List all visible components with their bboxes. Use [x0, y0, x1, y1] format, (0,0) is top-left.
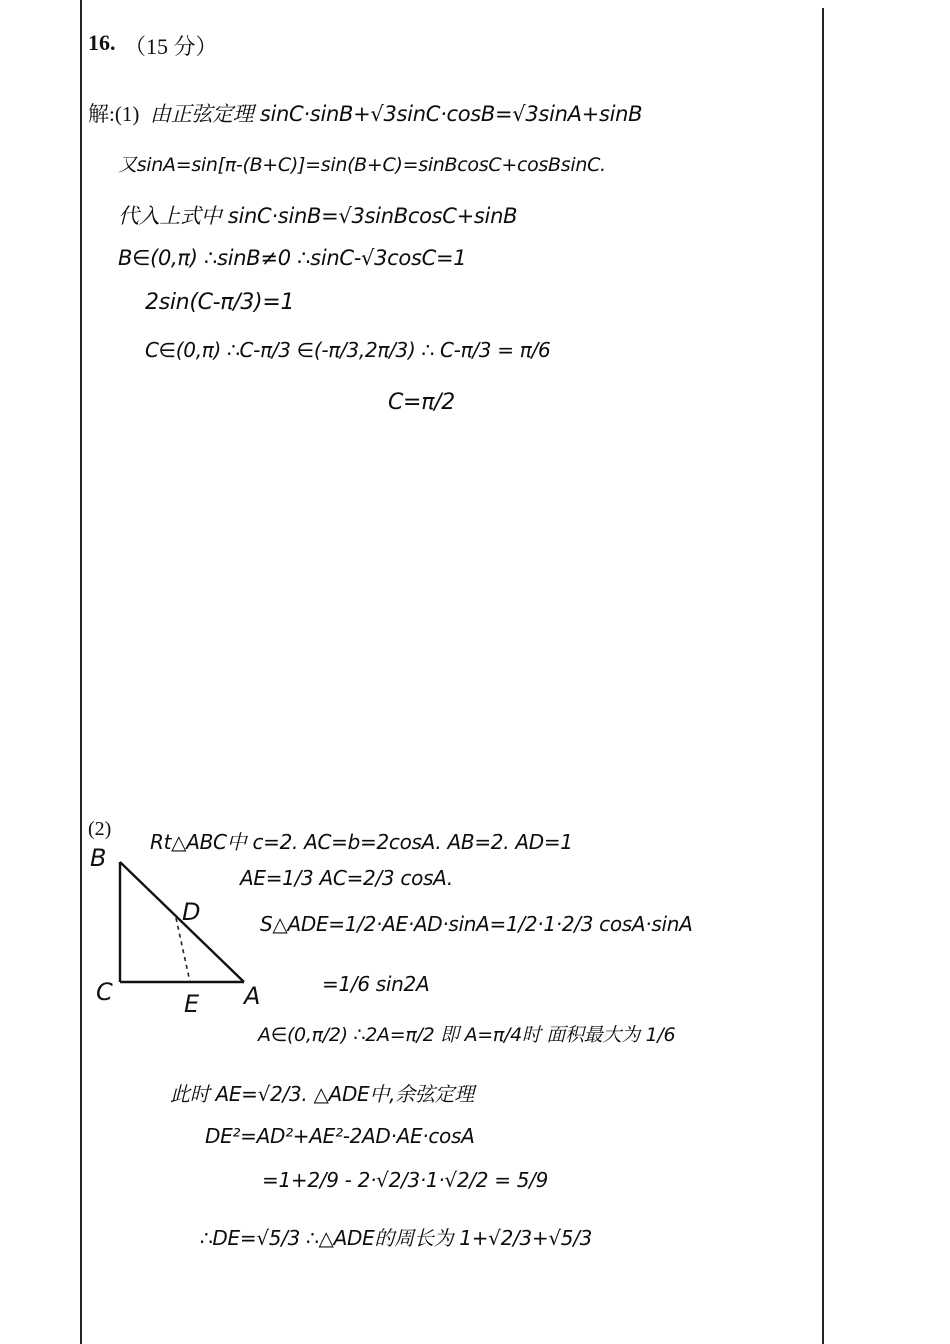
point-label-b: B: [90, 844, 107, 872]
part1-line-7: C=π/2: [388, 390, 455, 415]
question-number: 16.: [88, 30, 116, 55]
part2-label: (2): [88, 818, 112, 840]
part2-line-4: =1/6 sin2A: [322, 972, 430, 996]
triangle-diagram: [84, 840, 264, 1030]
part2-line-3: S△ADE=1/2·AE·AD·sinA=1/2·1·2/3 cosA·sinA: [260, 912, 693, 936]
part1-line-6: C∈(0,π) ∴C-π/3 ∈(-π/3,2π/3) ∴ C-π/3 = π/6: [145, 338, 551, 362]
part1-line-4: B∈(0,π) ∴sinB≠0 ∴sinC-√3cosC=1: [118, 246, 467, 270]
part1-line-1: 由正弦定理 sinC·sinB+√3sinC·cosB=√3sinA+sinB: [150, 102, 643, 126]
part2-line-7: DE²=AD²+AE²-2AD·AE·cosA: [205, 1124, 475, 1148]
part2-line-6: 此时 AE=√2/3. △ADE中,余弦定理: [170, 1082, 474, 1106]
part2-line-2: AE=1/3 AC=2/3 cosA.: [240, 866, 453, 890]
point-label-c: C: [96, 978, 113, 1006]
point-label-d: D: [182, 898, 201, 926]
part1-line-2: 又sinA=sin[π-(B+C)]=sin(B+C)=sinBcosC+cosBsinC.: [118, 154, 606, 176]
part2-line-8: =1+2/9 - 2·√2/3·1·√2/2 = 5/9: [262, 1168, 549, 1192]
part1-line-5: 2sin(C-π/3)=1: [145, 290, 295, 315]
right-margin-rule: [822, 8, 824, 1344]
point-label-e: E: [184, 990, 200, 1018]
part1-line-3: 代入上式中 sinC·sinB=√3sinBcosC+sinB: [118, 204, 518, 228]
part2-line-5: A∈(0,π/2) ∴2A=π/2 即 A=π/4时 面积最大为 1/6: [258, 1024, 676, 1046]
question-score: （15 分）: [124, 34, 218, 59]
part2-line-1: Rt△ABC中 c=2. AC=b=2cosA. AB=2. AD=1: [150, 830, 573, 854]
part1-label: 解:(1): [88, 102, 140, 126]
point-label-a: A: [244, 982, 261, 1010]
part2-line-9: ∴DE=√5/3 ∴△ADE的周长为 1+√2/3+√5/3: [200, 1226, 593, 1250]
left-margin-rule: [80, 0, 82, 1344]
